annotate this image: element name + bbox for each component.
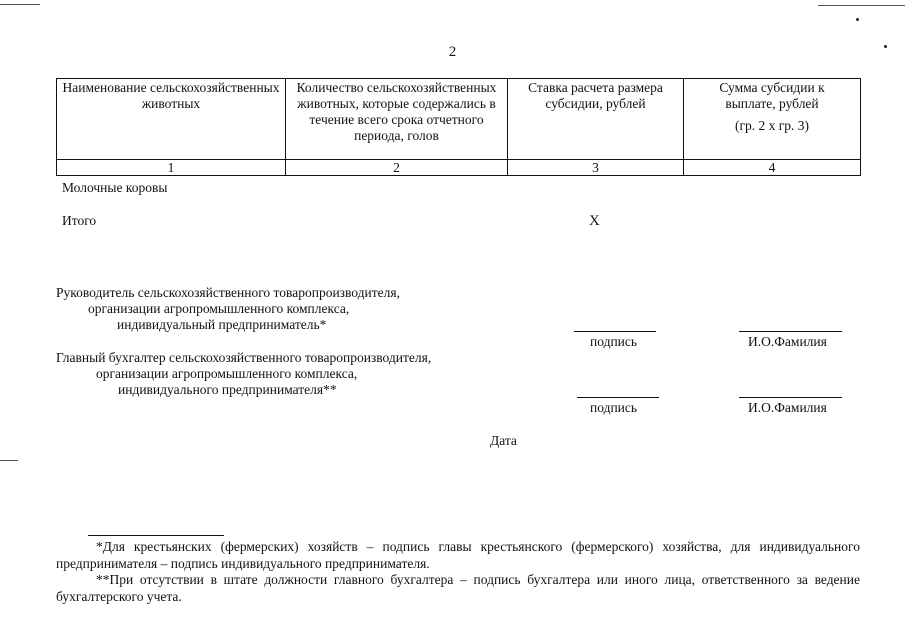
row-cows-label: Молочные коровы <box>62 180 168 195</box>
accountant-signature-line <box>577 397 659 398</box>
header-subsidy-sum-note: (гр. 2 х гр. 3) <box>734 118 810 133</box>
accountant-title-line: Главный бухгалтер сельскохозяйственного товаропроизводителя, <box>56 350 432 365</box>
column-number: 4 <box>684 160 861 176</box>
accountant-title-line: организации агропромышленного комплекса, <box>96 366 358 381</box>
header-animal-name: Наименование сельскохозяйственных животных <box>57 79 286 160</box>
head-name-label: И.О.Фамилия <box>748 334 827 349</box>
table-column-numbers-row <box>57 160 861 176</box>
date-label: Дата <box>490 433 517 448</box>
footnote-1: *Для крестьянских (фермерских) хозяйств – подпись главы крестьянского (фермерского) хозяйства, для индивидуального предпринимателя – подпись индивидуального предпринимателя. <box>56 539 860 571</box>
row-total-label: Итого <box>62 213 97 228</box>
column-number: 3 <box>508 160 684 176</box>
footnote-2: **При отсутствии в штате должности главного бухгалтера – подпись бухгалтера или иного лица, ответственного за ведение бухгалтерского учета. <box>56 572 860 604</box>
scan-artifact-top-left <box>0 4 40 5</box>
page-number: 2 <box>448 44 457 60</box>
column-number: 2 <box>286 160 508 176</box>
accountant-signature-label: подпись <box>590 400 638 415</box>
table-header-row <box>57 79 861 160</box>
accountant-title <box>56 350 431 398</box>
scan-artifact-left-edge <box>0 460 18 461</box>
header-subsidy-sum <box>684 79 861 160</box>
row-total-mark: Х <box>589 213 600 229</box>
accountant-title-line: индивидуального предпринимателя** <box>118 382 337 397</box>
header-animal-count: Количество сельскохозяйственных животных, которые содержались в течение всего срока отчетного периода, голов <box>286 79 508 160</box>
accountant-name-line <box>739 397 842 398</box>
head-title-line: организации агропромышленного комплекса, <box>88 301 350 316</box>
column-number: 1 <box>57 160 286 176</box>
head-signature-line <box>574 331 656 332</box>
header-subsidy-sum-text: Сумма субсидии к выплате, рублей <box>719 80 825 111</box>
scan-artifact-top-right <box>818 5 905 6</box>
footnote-separator <box>88 535 224 536</box>
subsidy-table <box>56 78 861 176</box>
head-title-line: Руководитель сельскохозяйственного товаропроизводителя, <box>56 285 400 300</box>
head-title <box>56 285 400 333</box>
head-title-line: индивидуальный предприниматель* <box>117 317 327 332</box>
head-signature-label: подпись <box>590 334 638 349</box>
header-rate: Ставка расчета размера субсидии, рублей <box>508 79 684 160</box>
accountant-name-label: И.О.Фамилия <box>748 400 827 415</box>
head-name-line <box>739 331 842 332</box>
scan-artifact-dot <box>856 18 859 21</box>
